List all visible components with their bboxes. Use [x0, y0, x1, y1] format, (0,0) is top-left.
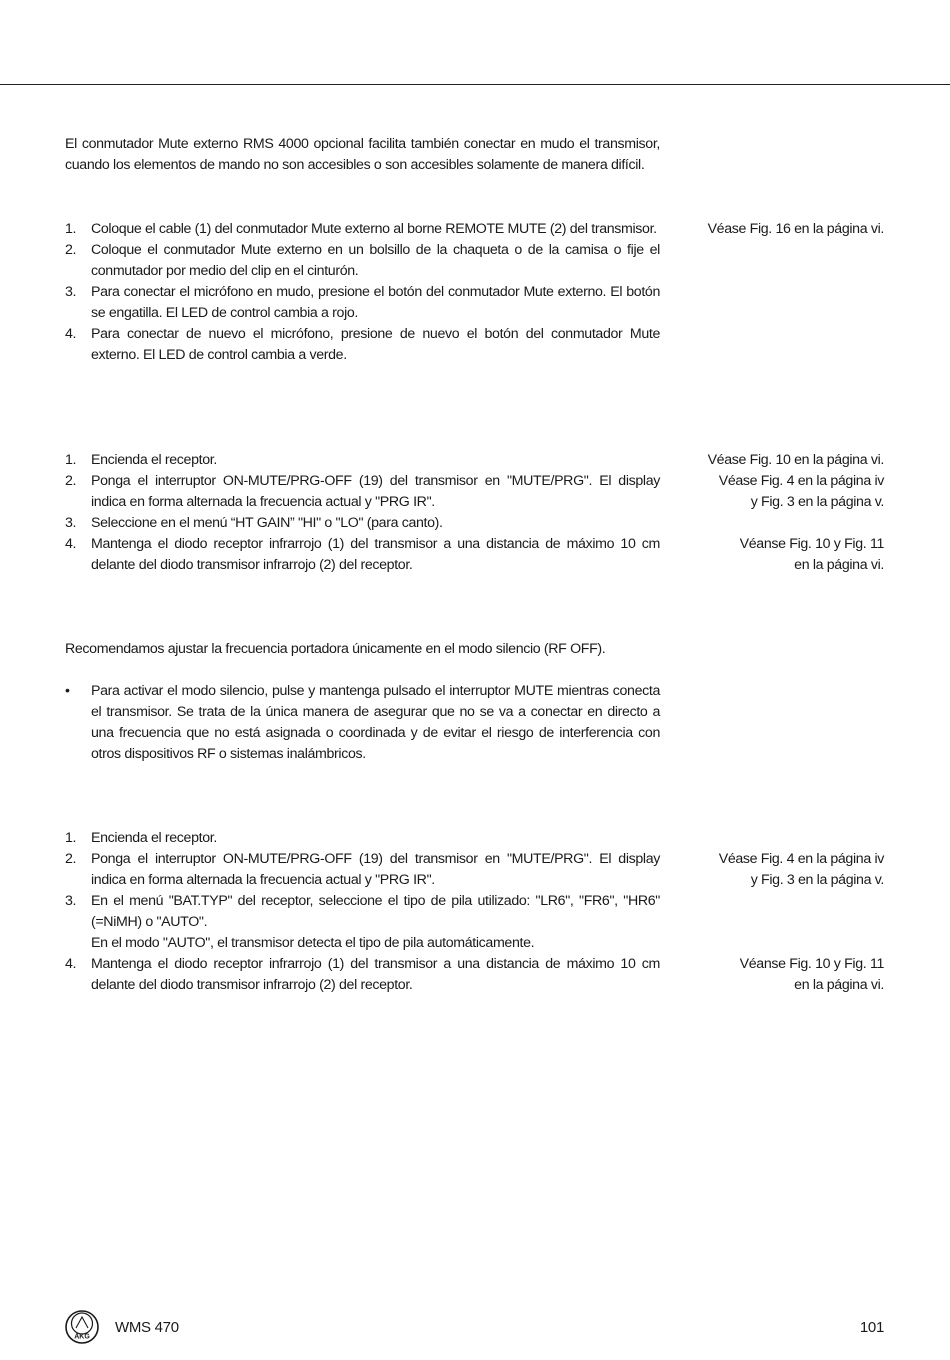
list-item: 4. Mantenga el diodo receptor infrarrojo (1) del transmisor a una distancia de máximo 10 cm delante del diodo transmisor infrarrojo (2) del receptor. — [65, 536, 660, 573]
mute-switch-steps — [65, 219, 660, 366]
side-reference: Véase Fig. 4 en la página iv y Fig. 3 en la página v. Véanse Fig. 10 y Fig. 11 en la página vi. — [718, 851, 884, 993]
list-item: 2. Ponga el interruptor ON-MUTE/PRG-OFF (19) del transmisor en "MUTE/PRG". El display indica en forma alternada la frecuencia actual y "PRG IR". — [65, 473, 660, 510]
gain-steps — [65, 450, 660, 576]
akg-logo-icon — [65, 1310, 99, 1344]
side-reference: Véase Fig. 10 en la página vi. Véase Fig. 4 en la página iv y Fig. 3 en la página v. Véanse Fig. 10 y Fig. 11 en la página vi. — [707, 452, 884, 573]
list-item: 4. Para conectar de nuevo el micrófono, presione de nuevo el botón del conmutador Mute externo. El LED de control cambia a verde. — [65, 326, 660, 363]
list-item: 1. Coloque el cable (1) del conmutador Mute externo al borne REMOTE MUTE (2) del transmisor. — [65, 221, 657, 237]
recommendation-paragraph: Recomendamos ajustar la frecuencia portadora únicamente en el modo silencio (RF OFF). — [65, 641, 606, 657]
list-item: 3. Para conectar el micrófono en mudo, presione el botón del conmutador Mute externo. El botón se engatilla. El LED de control cambia a rojo. — [65, 284, 660, 321]
list-item: 1. Encienda el receptor. — [65, 452, 217, 468]
list-item: 3. Seleccione en el menú “HT GAIN” "HI" o "LO" (para canto). — [65, 515, 443, 531]
page-number: 101 — [859, 1319, 884, 1336]
svg-text:AKG: AKG — [74, 1333, 90, 1341]
intro-paragraph: El conmutador Mute externo RMS 4000 opcional facilita también conectar en mudo el transmisor, cuando los elementos de mando no son accesibles o son accesibles solamente de manera difícil. — [65, 136, 660, 173]
list-item: 3. En el menú "BAT.TYP" del receptor, seleccione el tipo de pila utilizado: "LR6", "FR6", "HR6" (=NiMH) o "AUTO". En el modo "AUTO", el transmisor detecta el tipo de pila automáticamente. — [65, 893, 660, 951]
list-item: 2. Coloque el conmutador Mute externo en un bolsillo de la chaqueta o de la camisa o fije el conmutador por medio del clip en el cinturón. — [65, 242, 660, 279]
list-item: 2. Ponga el interruptor ON-MUTE/PRG-OFF (19) del transmisor en "MUTE/PRG". El display indica en forma alternada la frecuencia actual y "PRG IR". — [65, 851, 660, 888]
battery-steps — [65, 828, 660, 996]
footer-model: WMS 470 — [115, 1319, 179, 1336]
list-item: 4. Mantenga el diodo receptor infrarrojo (1) del transmisor a una distancia de máximo 10 cm delante del diodo transmisor infrarrojo (2) del receptor. — [65, 956, 660, 993]
side-reference: Véase Fig. 16 en la página vi. — [707, 221, 884, 237]
header-rule — [0, 84, 950, 85]
mute-bullet — [65, 681, 660, 765]
list-item: 1. Encienda el receptor. — [65, 830, 217, 846]
list-item: • Para activar el modo silencio, pulse y mantenga pulsado el interruptor MUTE mientras conecta el transmisor. Se trata de la única manera de asegurar que no se va a conectar en directo a una frecuencia que no está asignada o coordinada y de evitar el riesgo de interferencia con otros dispositivos RF o sistemas inalámbricos. — [65, 683, 660, 762]
